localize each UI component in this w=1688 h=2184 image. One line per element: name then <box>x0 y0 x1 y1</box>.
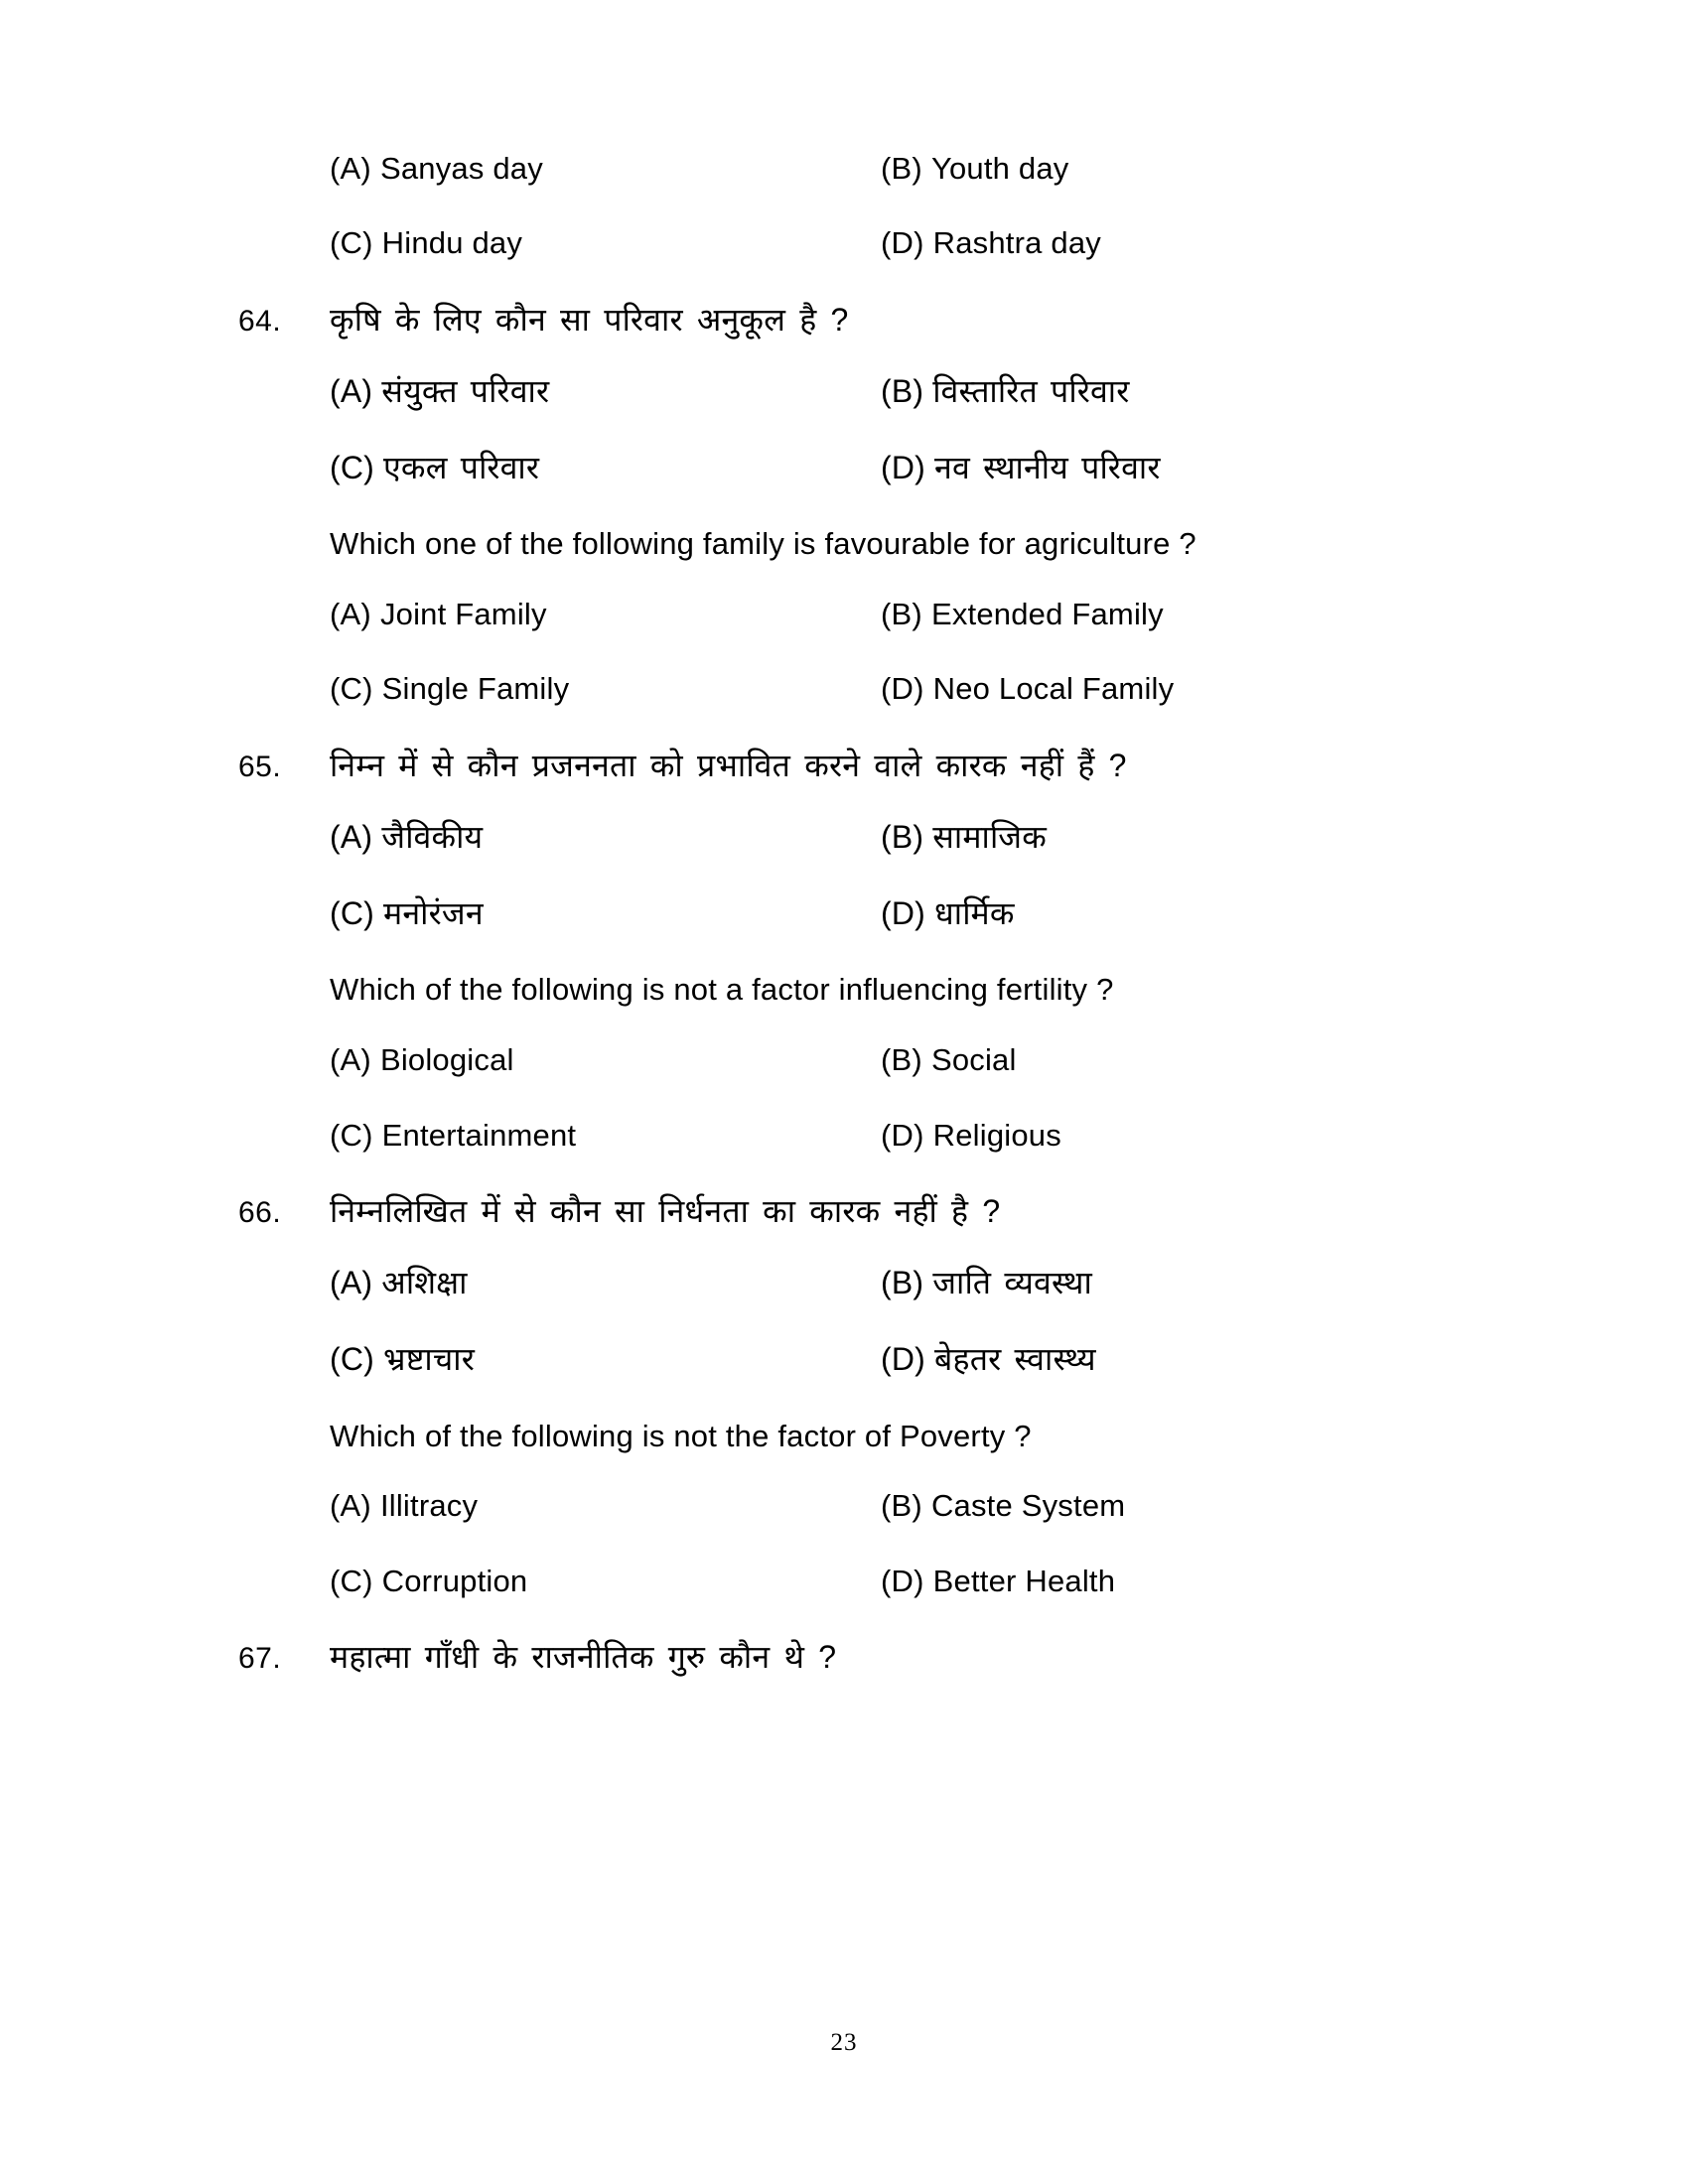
question-text-hindi: महात्मा गाँधी के राजनीतिक गुरु कौन थे ? <box>330 1638 837 1675</box>
question-heading <box>238 299 1450 342</box>
option-c <box>330 223 881 263</box>
option-label: (B) <box>881 1042 922 1078</box>
option-text: विस्तारित परिवार <box>932 373 1130 410</box>
question-number: 65. <box>238 750 282 783</box>
option-text: मनोरंजन <box>383 894 484 931</box>
option-text: Hindu day <box>381 225 523 261</box>
option-b <box>881 1263 1450 1304</box>
option-a <box>330 1263 881 1304</box>
option-text: Biological <box>379 1042 514 1078</box>
option-text: Neo Local Family <box>932 671 1175 707</box>
option-row <box>330 1116 1450 1156</box>
option-row <box>330 817 1450 859</box>
option-label: (C) <box>330 1117 373 1153</box>
option-a <box>330 1040 881 1080</box>
question-options-english <box>330 1040 1450 1156</box>
option-text: जैविकीय <box>381 819 484 856</box>
continued-question-options <box>330 149 1450 264</box>
option-text: Youth day <box>930 151 1069 186</box>
question-heading <box>238 1636 1450 1680</box>
option-b <box>881 371 1450 413</box>
question-66 <box>238 1190 1450 1601</box>
question-text-english: Which one of the following family is favourable for agriculture ? <box>330 526 1196 562</box>
option-text: Illitracy <box>379 1488 479 1524</box>
option-label: (A) <box>330 1488 371 1524</box>
option-text: Extended Family <box>930 597 1164 632</box>
option-c <box>330 1339 881 1381</box>
option-label: (D) <box>881 671 924 707</box>
question-64 <box>238 299 1450 710</box>
question-options-hindi <box>330 817 1450 934</box>
question-text-hindi: निम्नलिखित में से कौन सा निर्धनता का कारक नहीं है ? <box>330 1192 1001 1229</box>
option-row <box>330 371 1450 413</box>
question-65 <box>238 745 1450 1156</box>
option-label: (B) <box>881 373 924 410</box>
option-label: (D) <box>881 1340 926 1377</box>
question-options-hindi <box>330 1263 1450 1380</box>
option-a <box>330 595 881 634</box>
option-text: सामाजिक <box>932 819 1048 856</box>
option-c <box>330 448 881 489</box>
question-heading-english <box>238 523 1450 565</box>
option-text: Single Family <box>381 671 570 707</box>
option-label: (A) <box>330 597 371 632</box>
option-d <box>881 1339 1450 1381</box>
option-row <box>330 1263 1450 1304</box>
option-text: Entertainment <box>381 1117 577 1153</box>
option-row <box>330 893 1450 935</box>
option-a <box>330 817 881 859</box>
option-c <box>330 669 881 709</box>
option-d <box>881 893 1450 935</box>
question-text-english: Which of the following is not a factor influencing fertility ? <box>330 972 1114 1008</box>
option-label: (D) <box>881 449 926 485</box>
question-options-hindi <box>330 371 1450 488</box>
question-text-hindi: निम्न में से कौन प्रजननता को प्रभावित करने वाले कारक नहीं हैं ? <box>330 747 1127 783</box>
option-label: (B) <box>881 1265 924 1301</box>
option-text: Rashtra day <box>932 225 1101 261</box>
option-text: अशिक्षा <box>381 1265 468 1301</box>
option-row <box>330 223 1450 263</box>
option-d <box>881 448 1450 489</box>
question-text-english: Which of the following is not the factor of Poverty ? <box>330 1418 1032 1453</box>
option-row <box>330 669 1450 709</box>
question-67 <box>238 1636 1450 1680</box>
option-text: Caste System <box>930 1488 1126 1524</box>
option-label: (B) <box>881 1488 922 1524</box>
option-label: (C) <box>330 894 375 931</box>
option-row <box>330 595 1450 634</box>
option-b <box>881 595 1450 634</box>
option-a <box>330 149 881 189</box>
option-text: Sanyas day <box>379 151 543 186</box>
option-text: बेहतर स्वास्थ्य <box>934 1340 1096 1377</box>
option-row <box>330 1040 1450 1080</box>
option-label: (B) <box>881 151 922 186</box>
option-text: नव स्थानीय परिवार <box>934 449 1161 485</box>
option-c <box>330 1116 881 1156</box>
option-a <box>330 1486 881 1526</box>
option-text: Social <box>930 1042 1017 1078</box>
option-b <box>881 1486 1450 1526</box>
option-row <box>330 149 1450 189</box>
option-a <box>330 371 881 413</box>
option-row <box>330 448 1450 489</box>
question-heading-english <box>238 1416 1450 1457</box>
option-b <box>881 1040 1450 1080</box>
option-text: संयुक्त परिवार <box>381 373 550 410</box>
option-label: (B) <box>881 597 922 632</box>
option-text: Better Health <box>932 1563 1116 1598</box>
option-c <box>330 893 881 935</box>
option-label: (D) <box>881 1563 924 1598</box>
question-text-hindi: कृषि के लिए कौन सा परिवार अनुकूल है ? <box>330 301 849 338</box>
option-label: (C) <box>330 1340 375 1377</box>
question-options-english <box>330 595 1450 710</box>
option-text: धार्मिक <box>934 894 1015 931</box>
option-text: Corruption <box>381 1563 528 1598</box>
option-text: भ्रष्टाचार <box>383 1340 475 1377</box>
option-d <box>881 669 1450 709</box>
option-text: जाति व्यवस्था <box>932 1265 1092 1301</box>
page-number: 23 <box>830 2029 858 2056</box>
option-label: (C) <box>330 449 375 485</box>
option-label: (A) <box>330 151 371 186</box>
option-b <box>881 149 1450 189</box>
option-label: (C) <box>330 1563 373 1598</box>
question-heading <box>238 1190 1450 1234</box>
question-heading <box>238 745 1450 788</box>
question-options-english <box>330 1486 1450 1601</box>
option-label: (D) <box>881 225 924 261</box>
option-label: (A) <box>330 1265 373 1301</box>
question-number: 67. <box>238 1641 282 1675</box>
option-d <box>881 1116 1450 1156</box>
option-label: (D) <box>881 894 926 931</box>
question-heading-english <box>238 969 1450 1011</box>
option-label: (A) <box>330 819 373 856</box>
option-row <box>330 1486 1450 1526</box>
option-row <box>330 1339 1450 1381</box>
option-label: (C) <box>330 671 373 707</box>
option-label: (A) <box>330 373 373 410</box>
option-d <box>881 223 1450 263</box>
question-number: 64. <box>238 304 282 338</box>
option-label: (A) <box>330 1042 371 1078</box>
option-b <box>881 817 1450 859</box>
option-label: (B) <box>881 819 924 856</box>
option-label: (C) <box>330 225 373 261</box>
option-d <box>881 1562 1450 1601</box>
option-text: एकल परिवार <box>383 449 540 485</box>
option-c <box>330 1562 881 1601</box>
option-text: Joint Family <box>379 597 547 632</box>
option-label: (D) <box>881 1117 924 1153</box>
question-number: 66. <box>238 1195 282 1229</box>
option-text: Religious <box>932 1117 1061 1153</box>
option-row <box>330 1562 1450 1601</box>
